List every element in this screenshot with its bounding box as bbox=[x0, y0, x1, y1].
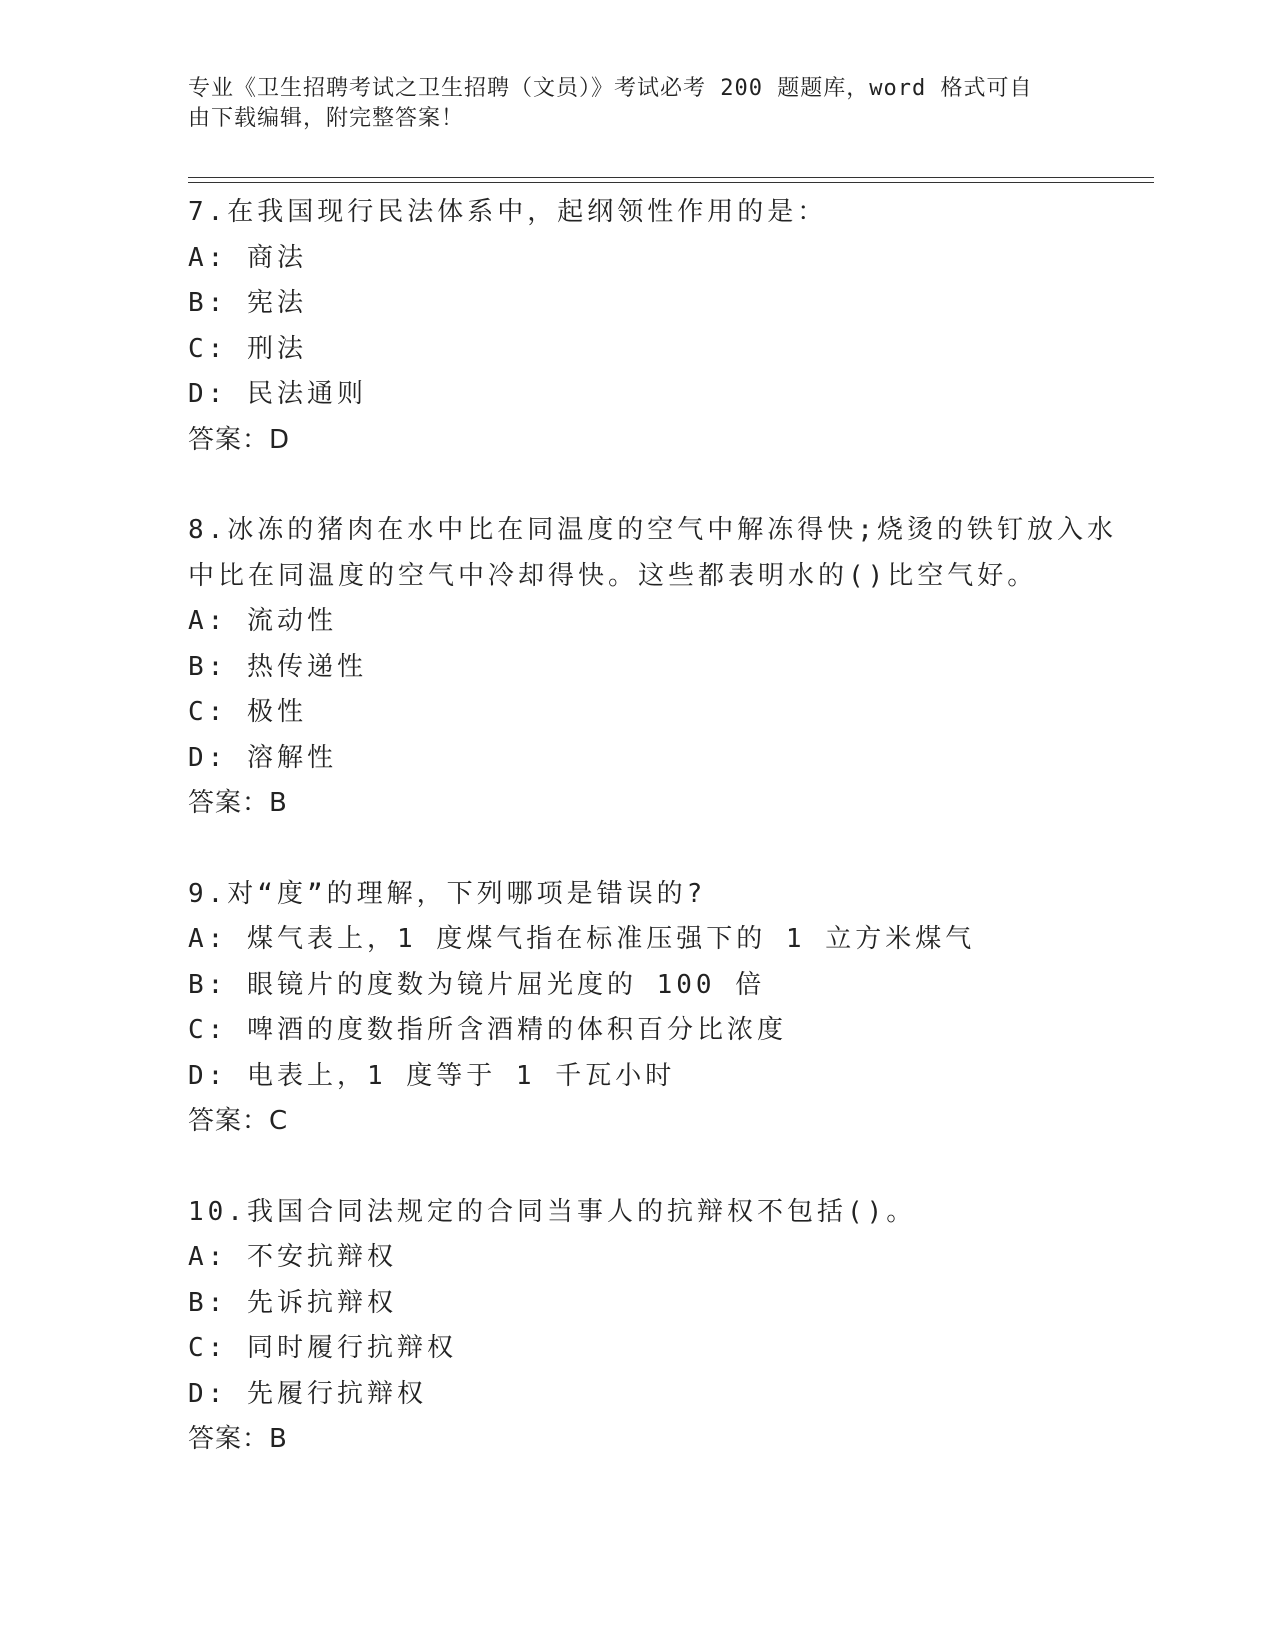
option-d: D: 电表上，1 度等于 1 千瓦小时 bbox=[188, 1060, 676, 1091]
question-9 bbox=[188, 872, 1088, 1145]
option-c: C: 刑法 bbox=[188, 333, 307, 364]
document-intro bbox=[188, 74, 1088, 134]
question-stem: 10.我国合同法规定的合同当事人的抗辩权不包括()。 bbox=[188, 1196, 917, 1227]
option-b: B: 热传递性 bbox=[188, 651, 367, 682]
option-b: B: 先诉抗辩权 bbox=[188, 1287, 397, 1318]
answer-line: 答案：B bbox=[188, 788, 288, 818]
question-7 bbox=[188, 190, 1088, 463]
option-d: D: 溶解性 bbox=[188, 742, 337, 773]
question-stem-line-1: 8.冰冻的猪肉在水中比在同温度的空气中解冻得快;烧烫的铁钉放入水 bbox=[188, 515, 1117, 545]
intro-line-1: 专业《卫生招聘考试之卫生招聘（文员）》考试必考 200 题题库，word 格式可自 bbox=[188, 76, 1033, 101]
header-divider-top bbox=[188, 177, 1154, 178]
option-c: C: 啤酒的度数指所含酒精的体积百分比浓度 bbox=[188, 1015, 787, 1045]
option-d: D: 民法通则 bbox=[188, 379, 367, 409]
option-a: A: 不安抗辩权 bbox=[188, 1242, 397, 1272]
question-list bbox=[188, 190, 1117, 1508]
question-10 bbox=[188, 1190, 1088, 1463]
intro-line-2: 由下载编辑，附完整答案！ bbox=[188, 106, 465, 131]
question-stem: 9.对“度”的理解，下列哪项是错误的? bbox=[188, 878, 707, 909]
option-a: A: 煤气表上，1 度煤气指在标准压强下的 1 立方米煤气 bbox=[188, 924, 976, 954]
header-divider-bottom bbox=[188, 182, 1154, 183]
question-8 bbox=[188, 508, 1117, 827]
option-a: A: 流动性 bbox=[188, 606, 337, 636]
question-stem-line-2: 中比在同温度的空气中冷却得快。这些都表明水的()比空气好。 bbox=[188, 560, 1038, 591]
option-a: A: 商法 bbox=[188, 242, 307, 273]
question-stem: 7.在我国现行民法体系中，起纲领性作用的是： bbox=[188, 197, 828, 227]
option-c: C: 极性 bbox=[188, 697, 307, 727]
option-b: B: 宪法 bbox=[188, 288, 307, 318]
option-b: B: 眼镜片的度数为镜片屈光度的 100 倍 bbox=[188, 969, 766, 1000]
answer-line: 答案：C bbox=[188, 1106, 289, 1136]
answer-line: 答案：D bbox=[188, 424, 291, 455]
answer-line: 答案：B bbox=[188, 1424, 288, 1454]
option-d: D: 先履行抗辩权 bbox=[188, 1378, 427, 1409]
option-c: C: 同时履行抗辩权 bbox=[188, 1333, 457, 1363]
